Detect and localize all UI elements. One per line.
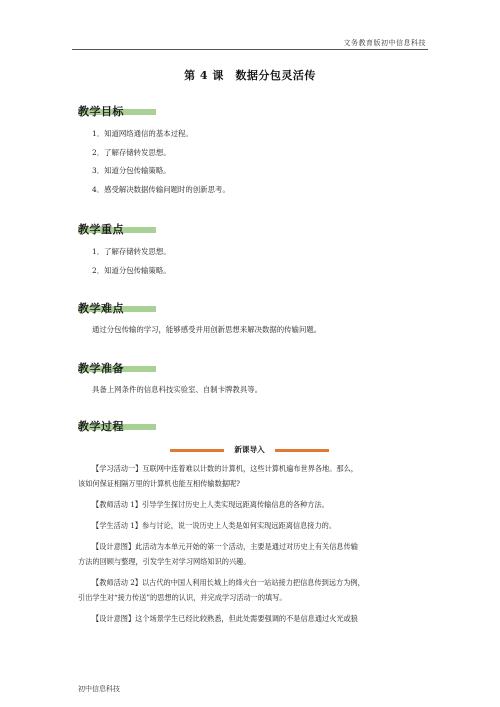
- paragraph-line: 引出学生对“接力传送”的思想的认识，并完成学习活动一的填写。: [78, 593, 287, 602]
- intro-decor-left: [170, 449, 224, 452]
- heading-label: 教学准备: [78, 362, 124, 375]
- key-points-list: [92, 243, 171, 280]
- intro-title: 新课导入: [234, 445, 265, 454]
- paragraph-line: 【设计意图】此活动为本单元开始的第一个活动，主要是通过对历史上有关信息传输: [92, 542, 358, 551]
- heading-label: 教学难点: [78, 302, 124, 315]
- preparation-text: 具备上网条件的信息科技实验室、自制卡牌教具等。: [92, 385, 262, 394]
- section-heading-preparation: [78, 357, 124, 373]
- section-heading-goals: [78, 100, 124, 116]
- list-item: 2．知道分包传输策略。: [92, 265, 171, 275]
- paragraph-line: 【学生活动 1】参与讨论，说一说历史上人类是如何实现远距离信息接力的。: [92, 521, 337, 530]
- paragraph-line: 该如何保证相隔万里的计算机也能互相传输数据呢?: [78, 479, 240, 488]
- paragraph-line: 【教师活动 1】引导学生探讨历史上人类实现远距离传输信息的各种方法。: [92, 500, 329, 509]
- lesson-title: 第 4 课 数据分包灵活传: [184, 69, 316, 82]
- publisher-header: 文务教育版初中信息科技: [343, 39, 426, 47]
- section-heading-key-points: [78, 218, 124, 234]
- paragraph-line: 方法的回顾与整理，引发学生对学习网络知识的兴趣。: [78, 557, 251, 566]
- heading-label: 教学过程: [78, 420, 124, 433]
- paragraph-line: 【设计意图】这个场景学生已经比较熟悉，但此处需要强调的不是信息通过火光或狼: [92, 614, 358, 623]
- difficulties-text: 通过分包传输的学习，能够感受并用创新思想来解决数据的传输问题。: [92, 325, 322, 334]
- footer-subject: 初中信息科技: [78, 685, 120, 693]
- list-item: 2．了解存储转发思想。: [92, 147, 171, 157]
- section-heading-difficulties: [78, 297, 124, 313]
- heading-label: 教学重点: [78, 223, 124, 236]
- process-body: [78, 461, 426, 626]
- intro-decor-right: [275, 449, 329, 452]
- list-item: 4．感受解决数据传输问题时的创新思考。: [92, 184, 230, 194]
- paragraph-line: 【教师活动 2】以古代的中国人利用长城上的烽火台一站站接力把信息传到远方为例，: [92, 578, 365, 587]
- list-item: 1．了解存储转发思想。: [92, 247, 171, 256]
- header-divider: [72, 49, 428, 50]
- heading-label: 教学目标: [78, 105, 124, 118]
- section-heading-process: [78, 415, 124, 431]
- list-item: 3．知道分包传输策略。: [92, 166, 171, 175]
- paragraph-line: 【学习活动一】互联网中连着难以计数的计算机，这些计算机遍布世界各地。那么，: [92, 464, 358, 473]
- goals-list: [92, 125, 230, 199]
- list-item: 1．知道网络通信的基本过程。: [92, 129, 193, 138]
